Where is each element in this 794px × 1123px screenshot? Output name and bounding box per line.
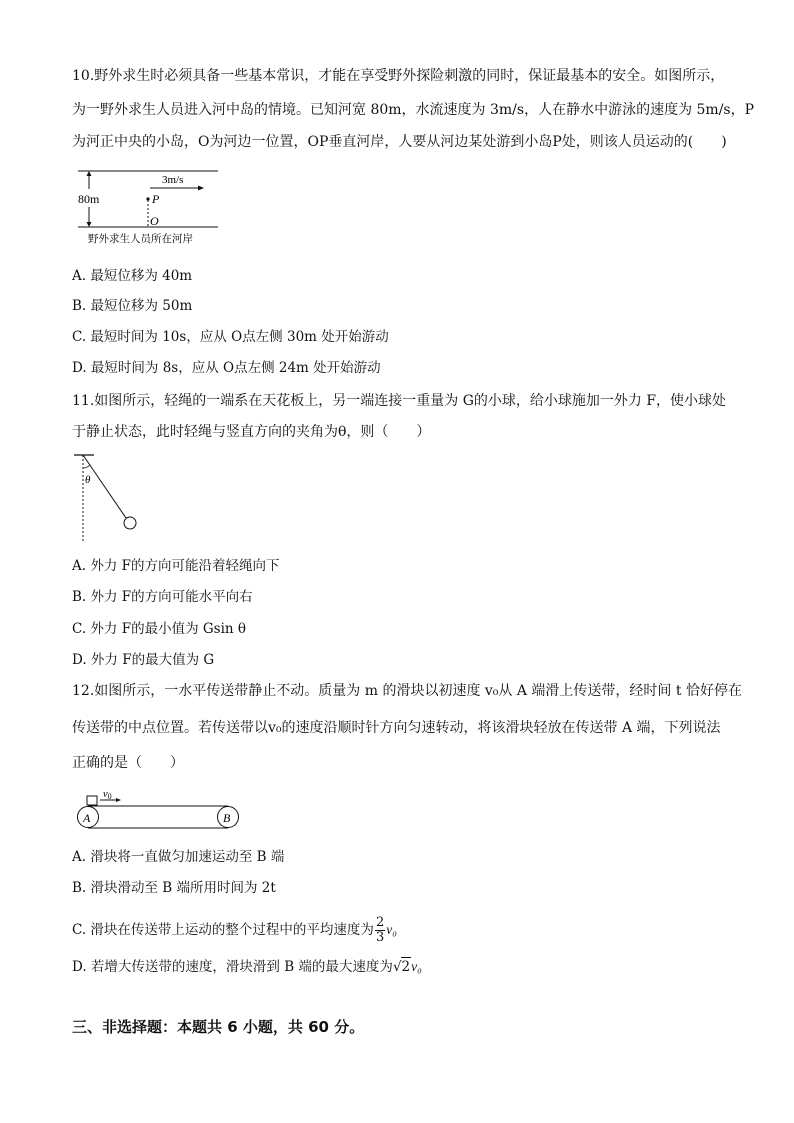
q11-stem-line-2: 于静止状态，此时轻绳与竖直方向的夹角为θ，则（ ） [72,424,431,440]
q12-option-d[interactable] [72,957,422,976]
sqrt-sign-icon: √ [392,959,402,975]
q10-river-figure [72,162,232,248]
ball-icon [124,517,136,529]
q10-option-c[interactable]: C. 最短时间为 10s，应从 O点左侧 30m 处开始游动 [72,329,389,345]
q10-option-b[interactable]: B. 最短位移为 50m [72,298,193,314]
slider-block [87,796,97,805]
sqrt-radicand: 2 [401,959,411,975]
q10-option-d[interactable]: D. 最短时间为 8s，应从 O点左侧 24m 处开始游动 [72,360,381,376]
rope-line [83,455,126,518]
q11-option-c[interactable]: C. 外力 F的最小值为 Gsin θ [72,621,247,637]
fraction-denominator: 3 [375,930,385,945]
q12-stem-line-2: 传送带的中点位置。若传送带以v₀的速度沿顺时针方向匀速转动，将该滑块轻放在传送带 A 端，下列说法 [72,720,721,736]
q12-conveyor-figure [72,786,247,834]
q10-stem-line-3: 为河正中央的小岛，O为河边一位置，OP垂直河岸，人要从河边某处游到小岛P处，则该人员运动的( ) [72,134,727,150]
q11-option-b[interactable]: B. 外力 F的方向可能水平向右 [72,589,253,605]
island-p-label: P [152,192,160,206]
flow-arrowhead [198,186,204,191]
q12-option-c[interactable] [72,913,397,947]
q10-stem-line-2: 为一野外求生人员进入河中岛的情境。已知河宽 80m，水流速度为 3m/s，人在静水中游泳的速度为 5m/s，P [72,102,755,118]
fraction-two-thirds [375,916,385,945]
island-p-point [146,197,149,200]
section-heading: 三、非选择题：本题共 6 小题，共 60 分。 [72,1018,365,1036]
bank-caption: 野外求生人员所在河岸 [88,234,193,245]
q11-option-d[interactable]: D. 外力 F的最大值为 G [72,652,215,668]
q12-stem-line-1: 12.如图所示，一水平传送带静止不动。质量为 m 的滑块以初速度 v₀从 A 端滑上传送带，经时间 t 恰好停在 [72,683,742,699]
q11-stem-line-1: 11.如图所示，轻绳的一端系在天花板上，另一端连接一重量为 G的小球，给小球施加一外力 F，使小球处 [72,393,727,409]
q12-option-b[interactable]: B. 滑块滑动至 B 端所用时间为 2t [72,880,276,896]
width-arrowhead-down [87,222,92,227]
q11-option-a[interactable]: A. 外力 F的方向可能沿着轻绳向下 [72,558,280,574]
river-width-label: 80m [78,192,100,206]
q12-option-d-text: D. 若增大传送带的速度，滑块滑到 B 端的最大速度为 [72,959,393,975]
pulley-b-label: B [223,811,231,825]
q12-option-d-var: v₀ [411,959,422,974]
flow-speed-label: 3m/s [162,174,184,186]
theta-label: θ [85,474,91,486]
angle-arc [83,465,90,468]
point-o-label: O [150,214,159,228]
q12-option-c-text: C. 滑块在传送带上运动的整个过程中的平均速度为 [72,922,374,938]
velocity-arrowhead [116,798,121,802]
q12-option-a[interactable]: A. 滑块将一直做匀加速运动至 B 端 [72,849,285,865]
width-arrowhead-up [87,171,92,176]
q10-stem-line-1: 10.野外求生时必须具备一些基本常识，才能在享受野外探险刺激的同时，保证最基本的安全。如图所示， [72,68,725,84]
fraction-numerator: 2 [375,915,385,930]
q10-option-a[interactable]: A. 最短位移为 40m [72,268,193,284]
v0-label: v0 [103,789,112,801]
q12-option-c-var: v₀ [386,922,397,937]
q12-stem-line-3: 正确的是（ ） [72,755,184,771]
pulley-a-label: A [83,811,91,825]
q11-pendulum-figure [72,450,152,546]
